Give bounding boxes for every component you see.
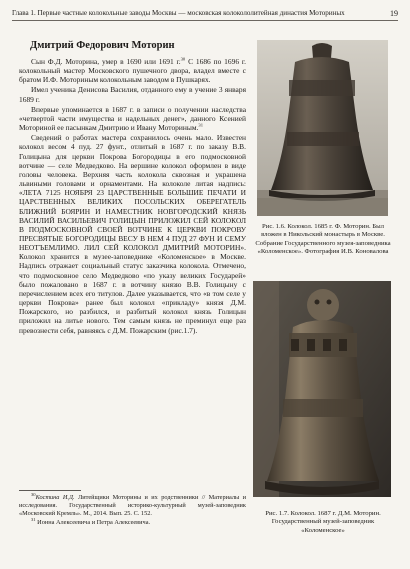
footnote: $^{30}$Костина И.Д. Литейщики Моторины и их родственники // Материалы и исследования. Государственный историко-культурный музей-заповедник «Московский Кремль». М., 2014. Вып. 25. С. 152. bbox=[19, 491, 246, 518]
paragraph: Сведений о работах мастера сохранилось очень мало. Известен колокол весом 4 пуд. 27 фунт., отлитый в 1687 г. по заказу В.В. Голицына для церкви Покрова Богородицы в его подмосковной вотчине — селе Медведково. На вершине колокол оформлен в виде головы человека. Верхняя часть колокола сквозная и украшена львиными головами и орнаментами. На колоколе литая надпись: «ЛЕТА 7125 НОЯБРЯ 23 ЦАРСТВЕННЫЕ БОЛЬШИЕ ПЕЧАТИ И ЦАРСТВЕННЫХ ВЕЛИКИХ ПОСОЛЬСКИХ ОБЕРЕГАТЕЛЬ БЛИЖНИЙ БОЯРИН И НАМЕСТНИК НОВГОРОДСКИЙ КНЯЗЬ ВАСИЛИЙ ВАСИЛЬЕВИЧ ГОЛИЦЫН ПРИЛОЖИЛ СЕЙ КОЛОКОЛ В ПОДМОСКОВНОЙ СВОЕЙ ВОТЧИНЕ К ЦЕРКВИ ПОКРОВУ ПРЕСВЯТЫЕ БОГОРОДИЦЫ ВЕСУ В НЕМ 4 ПУД 27 ФУН И СЕМУ НЕОТЪЕМЛИМО. ЛИЛ СЕЙ КОЛОКОЛ ДМИТРИЙ МОТОРИН». Колокол хранится в музее-заповеднике «Коломенское» в Москве. Надпись отражает социальный статус заказчика колокола. Отмечено, что подмосковное село Медведково «по указу великих Государей» было пожаловано в 1687 г. в вотчину князю В.В. Голицыну с перечислением всех его титулов. Далее указывается, что «в том селе у церкви Покрова» ранее был колокол «прикладу» князя Д.М. Пожарского, но разбился, и разбитый колокол князь Голицын приложил на литье нового. Тем самым князь не преминул еще раз превознести себя, равняясь с Д.М. Пожарским (рис.1.7). bbox=[19, 133, 246, 335]
figure-caption: Рис. 1.6. Колокол. 1685 г. Ф. Моторин. Был вложен в Никольский монастырь в Москве. Собрание Государственного музея-заповедника «Коломенское». Фотография И.В. Коновалова bbox=[255, 223, 391, 256]
footnote-divider bbox=[19, 490, 81, 491]
bell-illustration-2 bbox=[253, 281, 391, 497]
bell-illustration-1 bbox=[257, 40, 388, 216]
section-title: Дмитрий Федорович Моторин bbox=[30, 40, 175, 51]
paragraph: Впервые упоминается в 1687 г. в записи о получении наследства «четвертой части имущества и надельных денег», данного Ксенией Моториной ее пасынкам Дмитрию и Ивану Моториным.$^{31}$ bbox=[19, 104, 246, 133]
bell-photo-1685 bbox=[257, 40, 388, 216]
footnote-ref[interactable]: 30 bbox=[180, 56, 186, 62]
figure-caption: Рис. 1.7. Колокол. 1687 г. Д.М. Моторин. Государственный музей-заповедник «Коломенское» bbox=[265, 510, 381, 534]
paragraph: Сын Ф.Д. Моторина, умер в 1690 или 1691 г.$^{30}$ С 1686 по 1696 г. колокольный мастер Московского пушечного двора, владел вместе с братом И.Ф. Моториным колокольным заводом в Пушкарях. bbox=[19, 56, 246, 85]
page-number: 19 bbox=[390, 9, 398, 18]
paragraph: Имел ученика Денисова Василия, отданного ему в учение 3 января 1689 г. bbox=[19, 85, 246, 104]
body-text bbox=[19, 57, 246, 336]
footnotes bbox=[19, 491, 246, 528]
running-header bbox=[12, 9, 398, 21]
footnote-ref[interactable]: 31 bbox=[198, 122, 204, 128]
running-title: Глава 1. Первые частные колокольные заводы Москвы — московская колокололитейная династия Моториных bbox=[12, 9, 345, 17]
footnote: $^{31}$ Ионна Алексеевича и Петра Алексеевича. bbox=[31, 517, 151, 527]
bell-photo-1687 bbox=[253, 281, 391, 497]
